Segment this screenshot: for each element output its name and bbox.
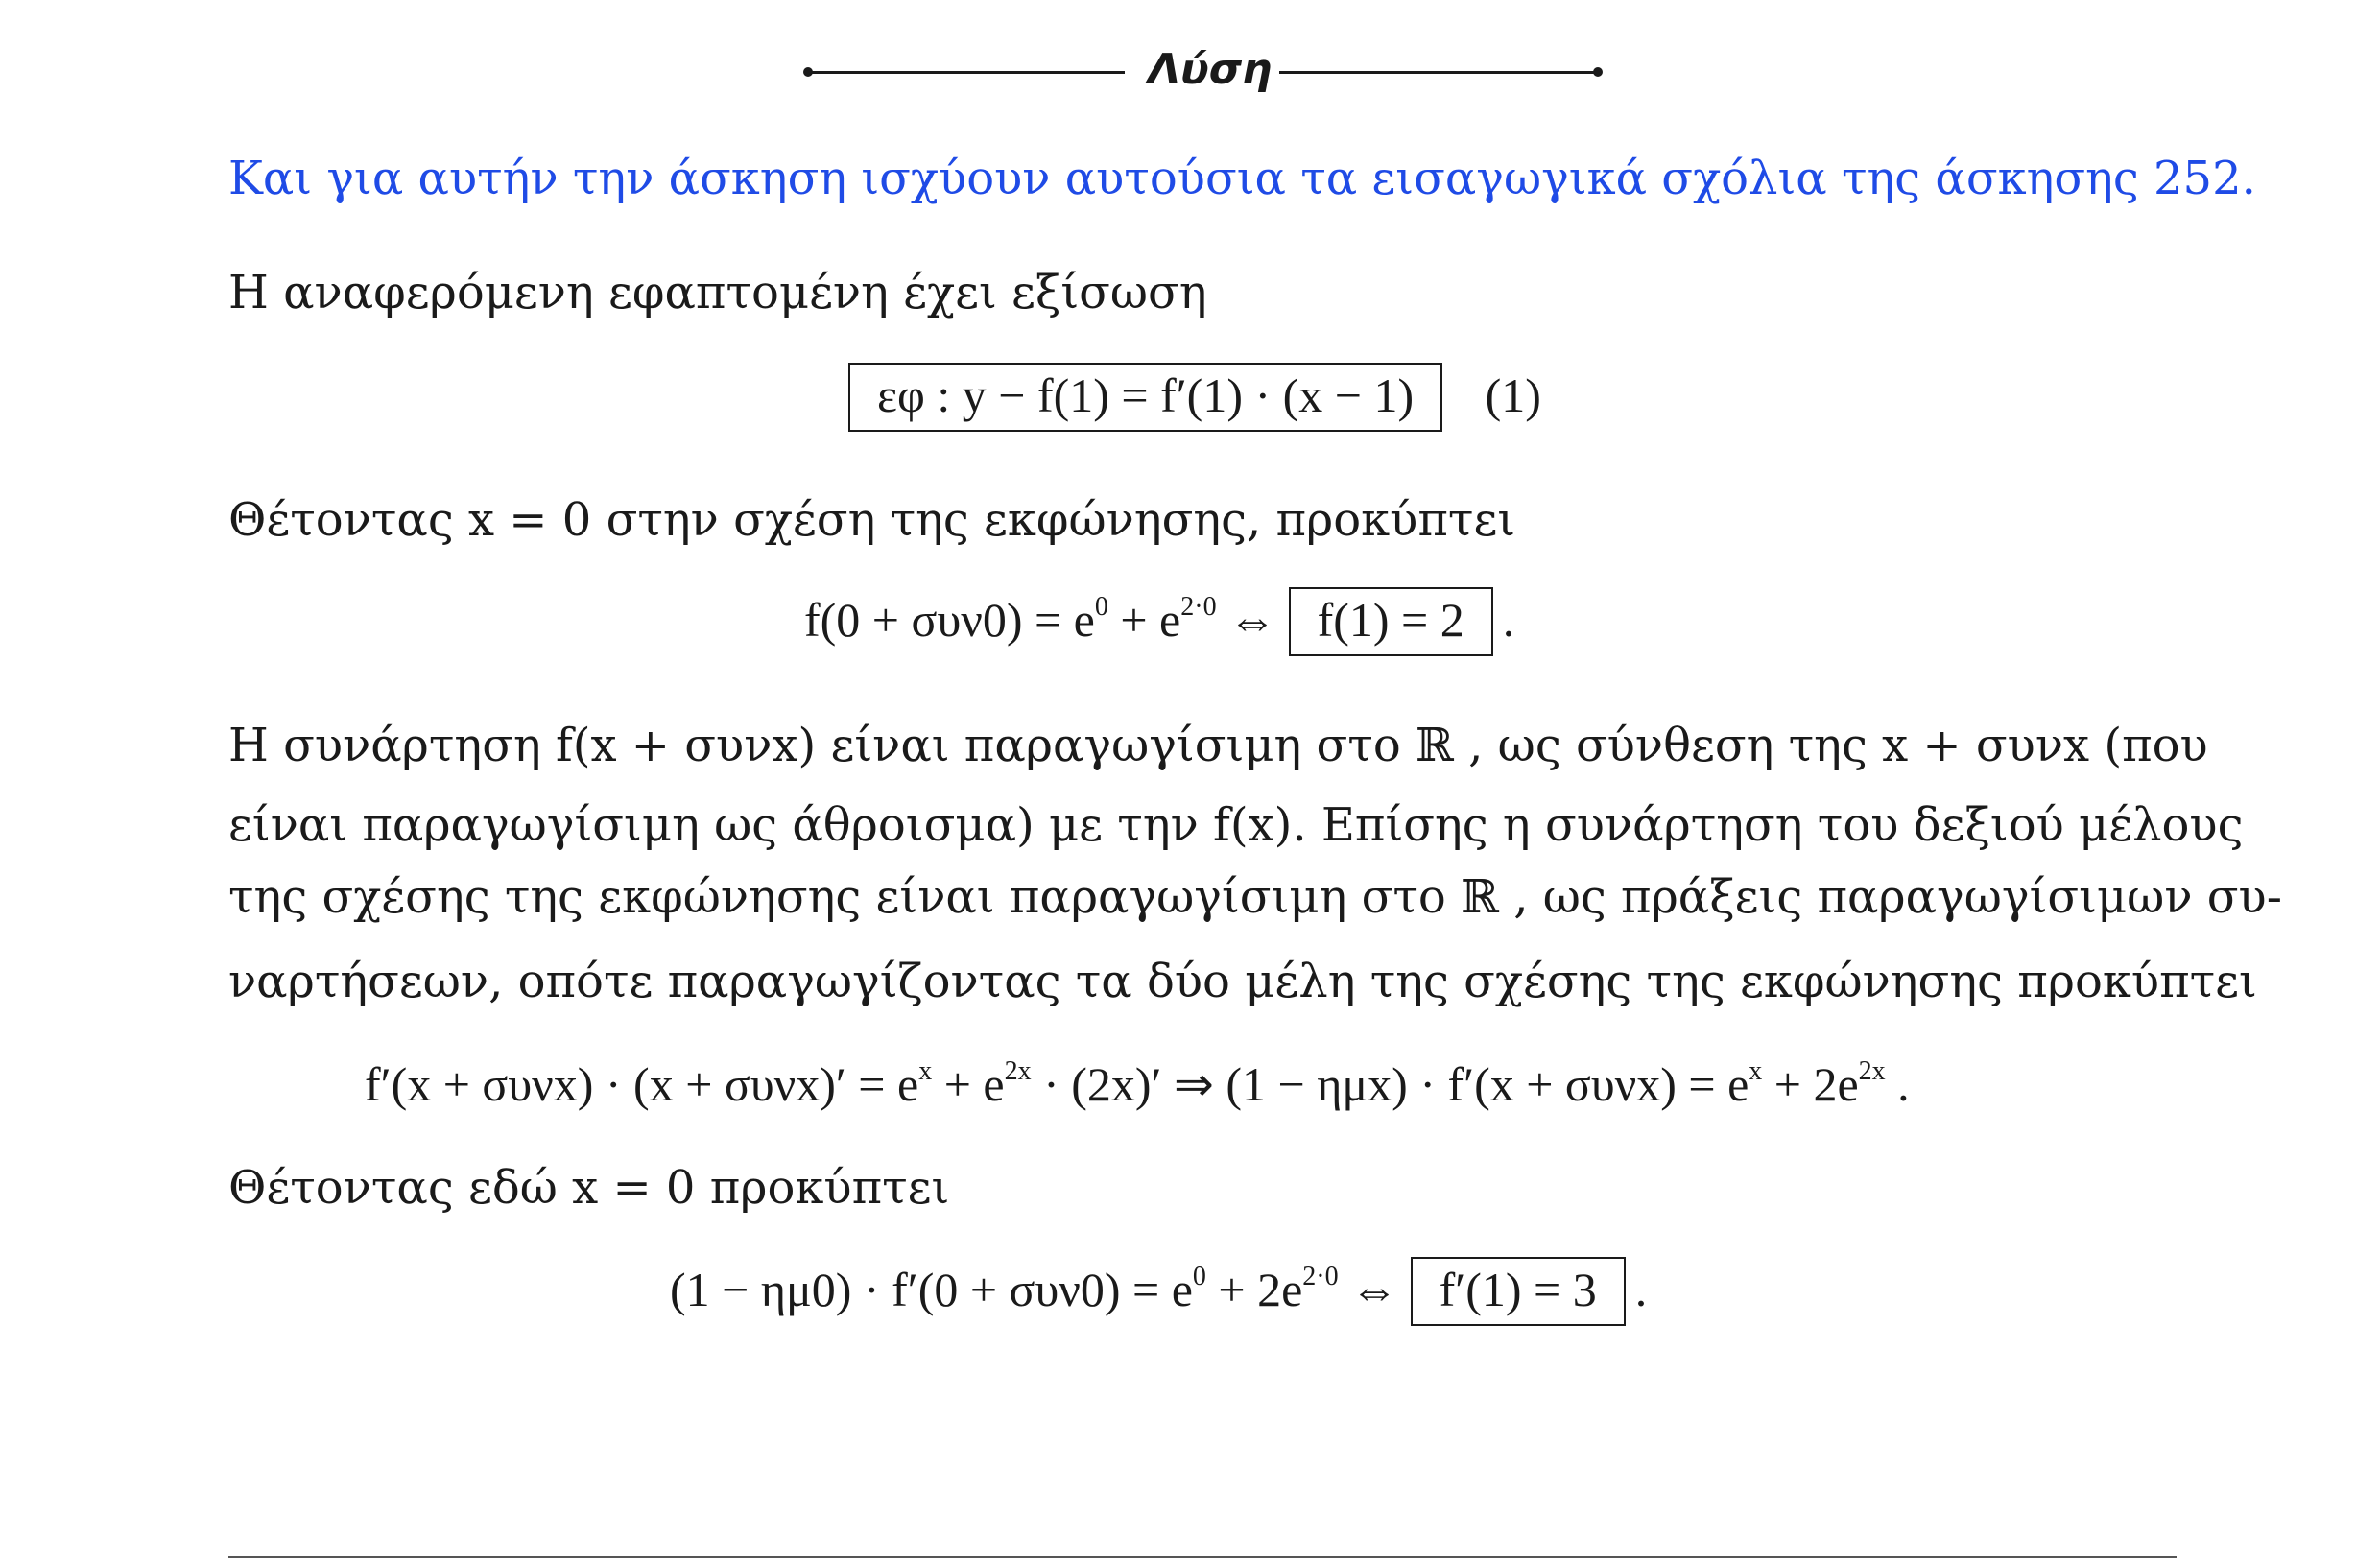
- eq4-exp-b: 2·0: [1302, 1262, 1339, 1291]
- heading-left-rule: [808, 71, 1125, 74]
- paragraph-derivative-line-2: είναι παραγωγίσιμη ως άθροισμα) με την f(x). Επίσης η συνάρτηση του δεξιού μέλους: [228, 798, 2244, 852]
- equation-f1: [804, 587, 1514, 656]
- eq2-part-b: + e: [1107, 593, 1181, 647]
- paragraph-set-x0-again: Θέτοντας εδώ x = 0 προκύπτει: [228, 1161, 950, 1215]
- equation-tangent: [848, 363, 1541, 432]
- eq3-exp-a: x: [918, 1056, 933, 1086]
- eq3-end: .: [1885, 1057, 1910, 1111]
- eq2-exp-b: 2·0: [1180, 592, 1217, 622]
- eq2-result-box: f(1) = 2: [1289, 587, 1493, 656]
- eq3-exp-d: 2x: [1858, 1056, 1886, 1086]
- eq3-part-c: · (2x)′ ⇒ (1 − ημx) · f′(x + συνx) = e: [1031, 1057, 1749, 1111]
- equation-tag: (1): [1485, 368, 1541, 422]
- eq4-part-b: + 2e: [1205, 1263, 1303, 1316]
- eq2-part-a: f(0 + συν0) = e: [804, 593, 1095, 647]
- eq4-part-a: (1 − ημ0) · f′(0 + συν0) = e: [670, 1263, 1193, 1316]
- paragraph-derivative-line-1: Η συνάρτηση f(x + συνx) είναι παραγωγίσιμη στο ℝ , ως σύνθεση της x + συνx (που: [228, 719, 2208, 772]
- paragraph-derivative-line-4: ναρτήσεων, οπότε παραγωγίζοντας τα δύο μέλη της σχέσης της εκφώνησης προκύπτει: [228, 955, 2257, 1008]
- heading-right-dot: [1593, 67, 1603, 77]
- eq3-part-a: f′(x + συνx) · (x + συνx)′ = e: [365, 1057, 919, 1111]
- eq4-end: .: [1634, 1263, 1648, 1316]
- section-title: Λύση: [1148, 45, 1273, 94]
- equation-tangent-box: εφ : y − f(1) = f′(1) · (x − 1): [848, 363, 1442, 432]
- eq2-part-c: ⇔: [1216, 593, 1289, 647]
- paragraph-derivative-line-3: της σχέσης της εκφώνησης είναι παραγωγίσιμη στο ℝ , ως πράξεις παραγωγίσιμων συ-: [228, 870, 2282, 924]
- footer-rule: [228, 1556, 2177, 1558]
- eq3-exp-c: x: [1749, 1056, 1763, 1086]
- eq3-part-d: + 2e: [1762, 1057, 1859, 1111]
- eq2-exp-a: 0: [1094, 592, 1108, 622]
- eq4-result-box: f′(1) = 3: [1411, 1257, 1626, 1326]
- paragraph-tangent: Η αναφερόμενη εφαπτομένη έχει εξίσωση: [228, 266, 1207, 320]
- paragraph-set-x0: Θέτοντας x = 0 στην σχέση της εκφώνησης, προκύπτει: [228, 493, 1516, 547]
- intro-note: Και για αυτήν την άσκηση ισχύουν αυτούσια τα εισαγωγικά σχόλια της άσκησης 252.: [228, 152, 2256, 205]
- eq4-part-c: ⇔: [1338, 1263, 1411, 1316]
- eq3-exp-b: 2x: [1004, 1056, 1032, 1086]
- equation-derivative: [365, 1055, 1910, 1113]
- equation-fprime1: [670, 1257, 1647, 1326]
- eq2-end: .: [1502, 593, 1515, 647]
- heading-right-rule: [1279, 71, 1596, 74]
- eq4-exp-a: 0: [1192, 1262, 1206, 1291]
- eq3-part-b: + e: [932, 1057, 1005, 1111]
